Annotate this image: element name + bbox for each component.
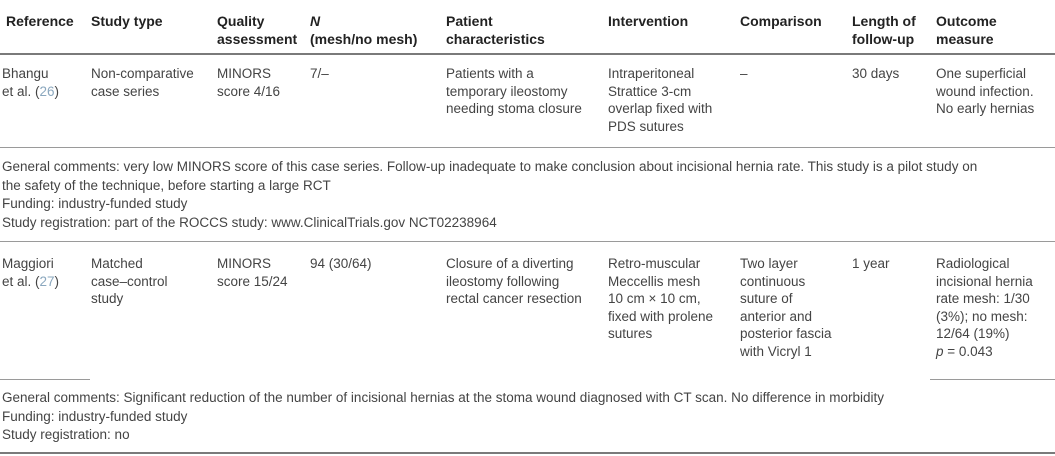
header-intervention: Intervention — [608, 13, 689, 29]
row-2-n: 94 (30/64) — [310, 256, 372, 271]
header-quality-assessment: Quality assessment — [217, 13, 298, 47]
row-2-study-type: Matched case–control study — [91, 256, 168, 307]
header-outcome-measure: Outcome measure — [936, 13, 997, 47]
row-1-quality: MINORS score 4/16 — [217, 66, 281, 99]
row-2-divider-right — [930, 379, 1055, 380]
row-1-n: 7/– — [310, 66, 329, 81]
row-1-intervention: Intraperitoneal Strattice 3-cm overlap fixed with PDS sutures — [608, 66, 713, 134]
row-2-divider-left — [0, 379, 90, 380]
row-2-intervention: Retro-muscular Meccellis mesh 10 cm × 10 cm, fixed with prolene sutures — [608, 256, 714, 342]
header-study-type: Study type — [91, 13, 163, 29]
header-length-of-follow-up: Length of follow-up — [852, 13, 916, 47]
header-reference: Reference — [6, 13, 74, 29]
row-1-outcome: One superficial wound infection. No early hernias — [936, 66, 1035, 117]
row-2-outcome: Radiological incisional hernia rate mesh: 1/30 (3%); no mesh: 12/64 (19%) p = 0.043 — [936, 256, 1033, 359]
row-1-comparison: – — [740, 66, 748, 81]
header-divider — [0, 53, 1055, 55]
header-n: N (mesh/no mesh) — [310, 13, 418, 47]
row-2-comparison: Two layer continuous suture of anterior and posterior fascia with Vicryl 1 — [740, 256, 832, 359]
citation-link[interactable]: 26 — [39, 83, 55, 99]
row-2-reference: Maggiori et al. (27) — [2, 256, 60, 289]
row-1-divider — [0, 147, 1055, 148]
row-1-study-type: Non-comparative case series — [91, 66, 194, 99]
section-divider — [0, 241, 1055, 242]
row-1-follow-up: 30 days — [852, 66, 900, 81]
row-2-comments: General comments: Significant reduction of the number of incisional hernias at the stoma wound diagnosed with CT scan. No difference in morbidity Funding: industry-funded study Study registration: no — [2, 390, 884, 442]
header-patient-characteristics: Patient characteristics — [446, 13, 545, 47]
row-1-patient: Patients with a temporary ileostomy needing stoma closure — [446, 66, 582, 117]
row-1-reference: Bhangu et al. (26) — [2, 66, 60, 99]
row-2-follow-up: 1 year — [852, 256, 890, 271]
row-1-comments: General comments: very low MINORS score of this case series. Follow-up inadequate to make conclusion about incisional hernia rate. This study is a pilot study on the safety of the technique, before starting a large RCT Funding: industry-funded study Study registration: part of the ROCCS study: www.ClinicalTrials.gov NCT02238964 — [2, 159, 978, 230]
row-2-patient: Closure of a diverting ileostomy following rectal cancer resection — [446, 256, 582, 307]
row-2-quality: MINORS score 15/24 — [217, 256, 288, 289]
citation-link[interactable]: 27 — [39, 273, 55, 289]
header-comparison: Comparison — [740, 13, 822, 29]
table-bottom-rule — [0, 452, 1055, 454]
